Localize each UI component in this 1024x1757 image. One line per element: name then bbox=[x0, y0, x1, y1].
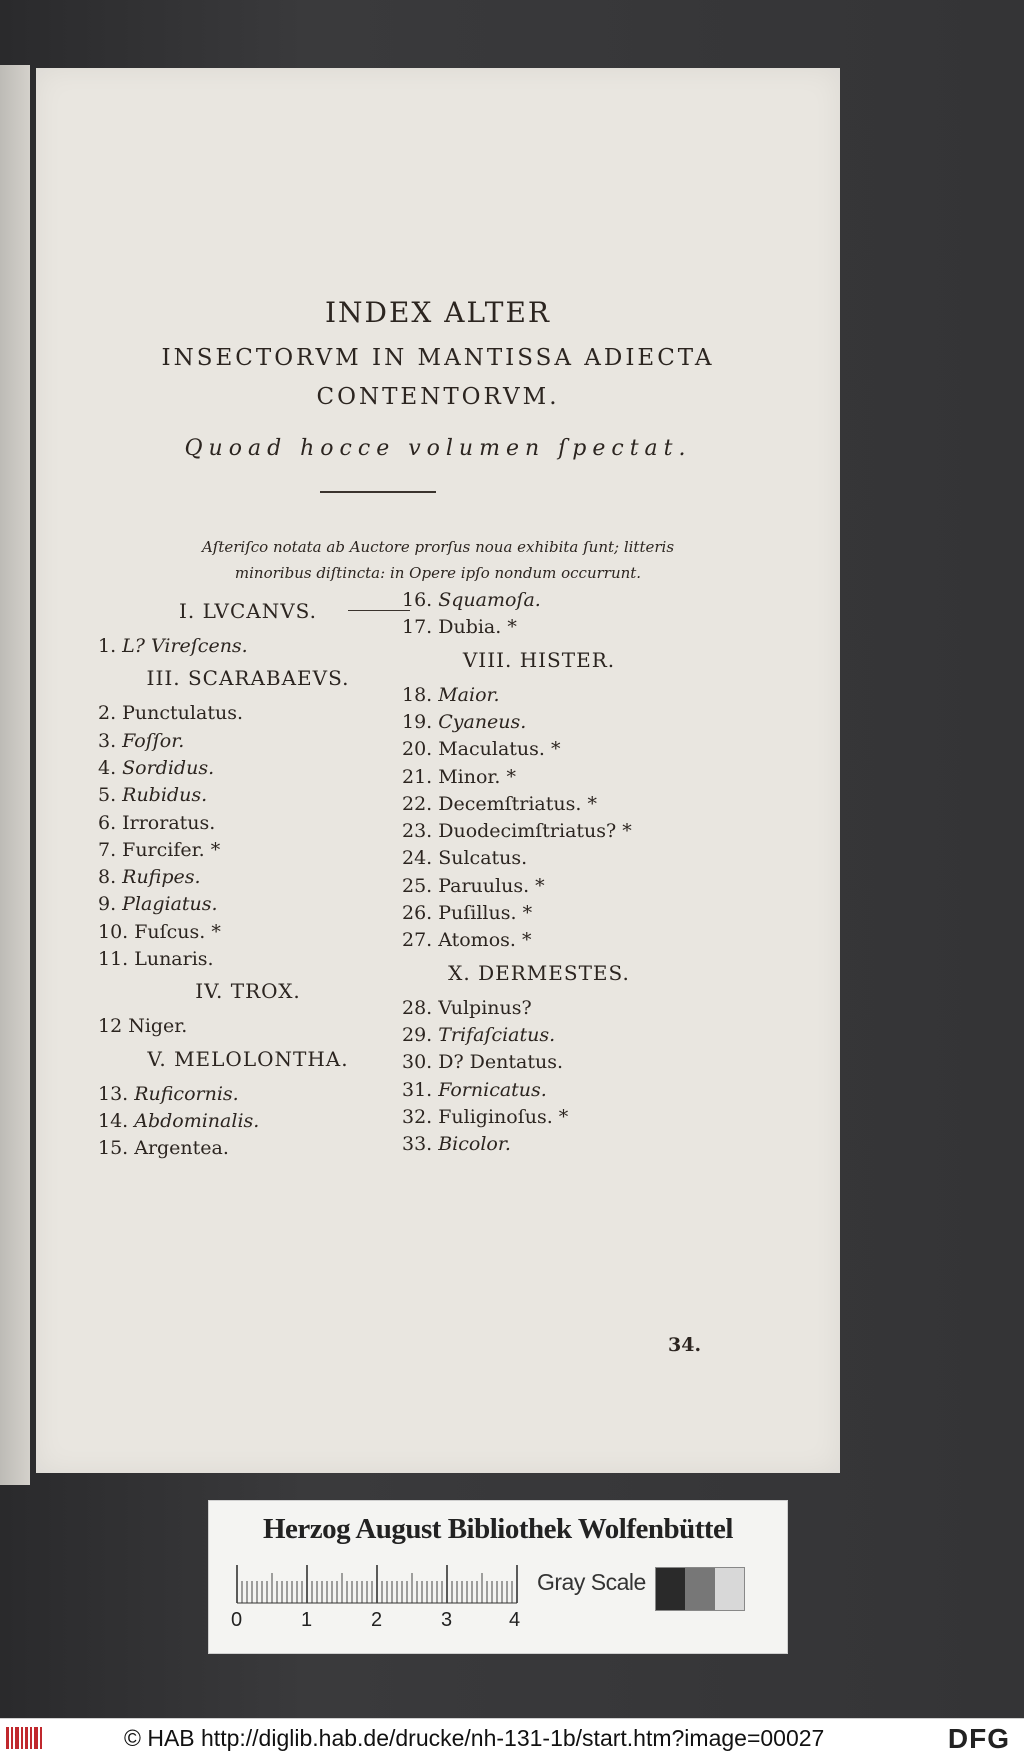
species-name: Sulcatus. bbox=[438, 847, 528, 870]
entry-number: 9. bbox=[98, 893, 117, 916]
note-line-2: minoribus diſtincta: in Opere ipſo nondum occurrunt. bbox=[234, 564, 642, 582]
gray-scale-swatches bbox=[655, 1567, 745, 1611]
entry-number: 18. bbox=[402, 683, 433, 706]
entry-number: 17. bbox=[402, 616, 433, 639]
species-entry bbox=[402, 902, 532, 924]
species-entry bbox=[402, 997, 532, 1019]
entry-number: 13. bbox=[98, 1082, 129, 1105]
species-entry bbox=[98, 921, 221, 943]
species-entry bbox=[402, 684, 500, 706]
library-name: Herzog August Bibliothek Wolfenbüttel bbox=[263, 1513, 733, 1545]
entry-number: 32. bbox=[402, 1105, 433, 1128]
entry-number: 19. bbox=[402, 710, 433, 733]
genus-heading: X. DERMESTES. bbox=[448, 960, 630, 985]
species-name: Puſillus. * bbox=[438, 902, 533, 924]
entry-number: 5. bbox=[98, 784, 117, 807]
dfg-logo: DFG bbox=[947, 1723, 1010, 1754]
species-name: Sordidus. bbox=[122, 756, 215, 779]
species-name: L? Vireſcens. bbox=[122, 635, 248, 657]
entry-number: 28. bbox=[402, 996, 433, 1019]
entry-number: 25. bbox=[402, 874, 433, 897]
species-name: Paruulus. * bbox=[438, 874, 545, 897]
species-entry bbox=[402, 766, 516, 788]
species-name: Duodecimſtriatus? * bbox=[438, 820, 632, 843]
species-entry bbox=[402, 616, 517, 638]
entry-number: 22. bbox=[402, 792, 433, 815]
swatch-light bbox=[715, 1568, 744, 1610]
species-entry bbox=[402, 589, 541, 611]
entry-number: 26. bbox=[402, 902, 433, 924]
genus-heading: V. MELOLONTHA. bbox=[147, 1046, 349, 1071]
ruler-digit: 2 bbox=[371, 1609, 383, 1631]
source-link[interactable]: © HAB http://diglib.hab.de/drucke/nh-131-1b/start.htm?image=00027 bbox=[124, 1725, 825, 1751]
adjacent-page-edge bbox=[0, 65, 30, 1485]
species-entry bbox=[98, 839, 220, 861]
species-name: Irroratus. bbox=[122, 811, 216, 834]
entry-number: 27. bbox=[402, 929, 433, 952]
color-calibration-card bbox=[208, 1500, 788, 1654]
page-number: 34. bbox=[668, 1334, 702, 1356]
species-name: Atomos. * bbox=[438, 929, 532, 952]
genus-heading: IV. TROX. bbox=[195, 979, 301, 1004]
species-entry bbox=[98, 730, 184, 752]
species-entry bbox=[98, 635, 248, 657]
swatch-mid bbox=[685, 1568, 714, 1610]
species-entry bbox=[98, 702, 243, 724]
species-name: Furcifer. * bbox=[122, 838, 221, 861]
species-entry bbox=[98, 1137, 229, 1159]
species-entry bbox=[98, 1015, 187, 1037]
species-entry bbox=[98, 1110, 259, 1132]
entry-number: 8. bbox=[98, 866, 117, 889]
scale-ruler bbox=[233, 1565, 523, 1605]
species-entry bbox=[98, 812, 215, 834]
species-entry bbox=[402, 820, 632, 842]
species-entry bbox=[98, 893, 218, 915]
ruler-digit: 1 bbox=[301, 1609, 313, 1631]
entry-number: 11. bbox=[98, 948, 129, 970]
entry-number: 6. bbox=[98, 811, 117, 834]
species-name: Rubidus. bbox=[122, 784, 208, 807]
species-name: Punctulatus. bbox=[122, 702, 243, 725]
species-entry bbox=[402, 1106, 568, 1128]
viewer-footer bbox=[0, 1718, 1024, 1757]
species-name: Fuſcus. * bbox=[134, 920, 221, 943]
species-name: Fuliginoſus. * bbox=[438, 1105, 569, 1128]
entry-number: 2. bbox=[98, 702, 117, 725]
species-entry bbox=[98, 757, 214, 779]
species-entry bbox=[402, 793, 597, 815]
entry-number: 31. bbox=[402, 1078, 433, 1101]
book-page bbox=[36, 68, 840, 1473]
species-name: Abdominalis. bbox=[134, 1109, 260, 1132]
species-entry bbox=[402, 1024, 555, 1046]
species-entry bbox=[402, 1133, 511, 1155]
species-name: Dubia. * bbox=[438, 616, 517, 639]
genus-heading: VIII. HISTER. bbox=[462, 647, 616, 672]
entry-number: 30. bbox=[402, 1051, 433, 1074]
entry-number: 21. bbox=[402, 765, 433, 788]
entry-number: 10. bbox=[98, 920, 129, 943]
gray-scale-label: Gray Scale bbox=[537, 1569, 646, 1595]
entry-number: 20. bbox=[402, 738, 433, 761]
species-name: Foſſor. bbox=[122, 729, 185, 752]
species-name: Plagiatus. bbox=[122, 893, 218, 916]
entry-number: 1. bbox=[98, 635, 117, 657]
entry-number: 15. bbox=[98, 1137, 129, 1160]
species-name: Rufipes. bbox=[122, 866, 201, 889]
species-entry bbox=[402, 847, 527, 869]
species-entry bbox=[98, 866, 201, 888]
ruler-digit: 0 bbox=[231, 1609, 243, 1631]
species-entry bbox=[98, 948, 214, 970]
species-entry bbox=[402, 875, 545, 897]
barcode-icon bbox=[6, 1727, 46, 1749]
subtitle-line-2: CONTENTORVM. bbox=[316, 384, 560, 410]
species-name: Decemſtriatus. * bbox=[438, 792, 597, 815]
species-entry bbox=[98, 784, 207, 806]
entry-number: 16. bbox=[402, 589, 433, 611]
species-name: Ruficornis. bbox=[134, 1082, 239, 1105]
entry-number: 4. bbox=[98, 756, 117, 779]
species-name: Lunaris. bbox=[134, 948, 214, 970]
species-name: Trifaſciatus. bbox=[438, 1023, 556, 1046]
entry-number: 12 bbox=[98, 1015, 123, 1038]
entry-number: 24. bbox=[402, 847, 433, 870]
species-entry bbox=[98, 1083, 239, 1105]
entry-number: 33. bbox=[402, 1133, 433, 1156]
entry-number: 3. bbox=[98, 729, 117, 752]
genus-heading: III. SCARABAEVS. bbox=[146, 666, 350, 691]
entry-number: 14. bbox=[98, 1109, 129, 1132]
species-name: Minor. * bbox=[438, 765, 516, 788]
ruler-digit: 4 bbox=[509, 1609, 521, 1631]
genus-heading: I. LVCANVS. bbox=[178, 599, 317, 623]
swatch-dark bbox=[656, 1568, 685, 1610]
entry-number: 23. bbox=[402, 820, 433, 843]
species-name: Squamoſa. bbox=[438, 589, 541, 611]
divider-rule bbox=[320, 491, 436, 493]
species-entry bbox=[402, 1051, 563, 1073]
species-entry bbox=[402, 1079, 547, 1101]
species-entry bbox=[402, 738, 561, 760]
species-name: Niger. bbox=[128, 1015, 188, 1038]
species-name: D? Dentatus. bbox=[438, 1051, 564, 1074]
species-entry bbox=[402, 929, 531, 951]
species-name: Fornicatus. bbox=[438, 1078, 547, 1101]
species-name: Argentea. bbox=[134, 1137, 229, 1160]
quoad-line: Quoad hocce volumen ſpectat. bbox=[184, 436, 692, 461]
ruler-digit: 3 bbox=[441, 1609, 453, 1631]
entry-number: 7. bbox=[98, 838, 117, 861]
page-title: INDEX ALTER bbox=[324, 296, 551, 329]
species-name: Cyaneus. bbox=[438, 710, 527, 733]
species-entry bbox=[402, 711, 526, 733]
species-name: Maior. bbox=[438, 683, 500, 706]
subtitle-line-1: INSECTORVM IN MANTISSA ADIECTA bbox=[161, 345, 715, 371]
entry-number: 29. bbox=[402, 1023, 433, 1046]
note-line-1: Aſteriſco notata ab Auctore prorſus noua exhibita ſunt; litteris bbox=[201, 538, 675, 556]
species-name: Maculatus. * bbox=[438, 738, 561, 761]
species-name: Bicolor. bbox=[438, 1133, 511, 1156]
species-name: Vulpinus? bbox=[438, 996, 532, 1019]
